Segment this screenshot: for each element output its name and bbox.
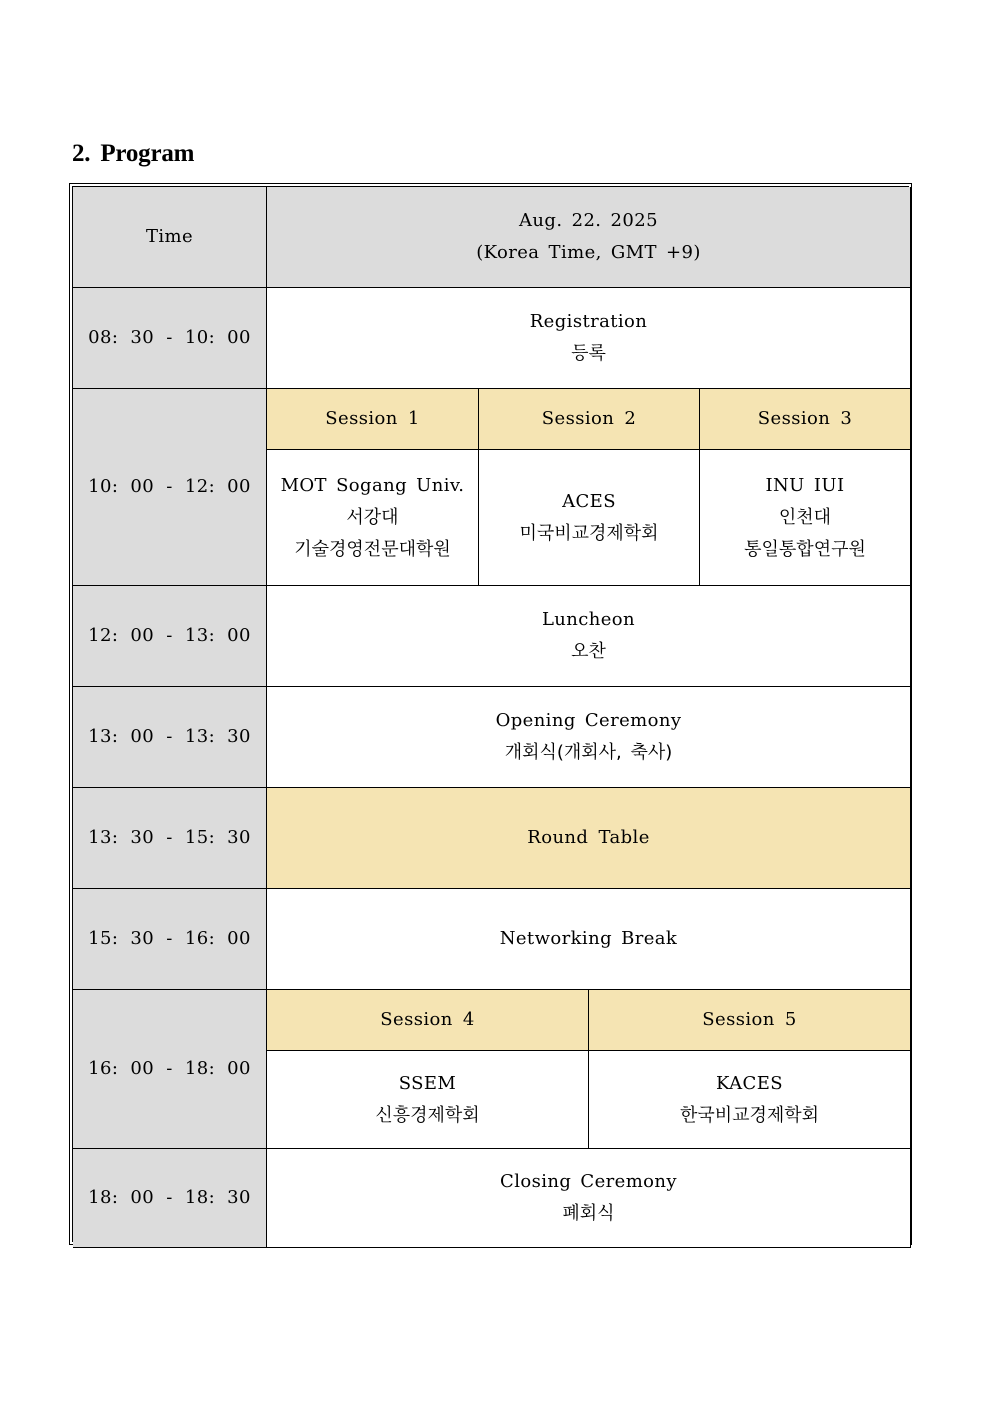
- timezone-label: (Korea Time, GMT +9): [476, 242, 701, 263]
- time-cell-registration: [73, 288, 267, 389]
- time-cell-luncheon: [73, 586, 267, 687]
- luncheon-cell: [267, 586, 911, 687]
- event-title: Networking Break: [499, 928, 678, 949]
- host-name: MOT Sogang Univ.: [280, 474, 465, 496]
- section-number: 2.: [72, 140, 91, 167]
- time-cell-roundtable: [73, 788, 267, 889]
- session-1-body: [267, 450, 479, 586]
- session-label: Session 2: [541, 408, 637, 429]
- opening-cell: [267, 687, 911, 788]
- time-header-label: Time: [145, 226, 194, 247]
- time-header: [73, 187, 267, 288]
- session-5-body: [589, 1051, 911, 1149]
- host-name: KACES: [716, 1072, 783, 1094]
- session-label: Session 1: [325, 408, 420, 429]
- event-title: Luncheon: [541, 609, 636, 630]
- host-name-ko: 서강대: [346, 506, 399, 528]
- time-text: 08: 30 - 10: 00: [88, 327, 251, 348]
- time-text: 13: 00 - 13: 30: [88, 726, 251, 747]
- time-cell-sessions-a: [73, 389, 267, 586]
- host-name-ko: 미국비교경제학회: [519, 522, 659, 544]
- networking-cell: [267, 889, 911, 990]
- roundtable-cell: [267, 788, 911, 889]
- date-label: Aug. 22. 2025: [519, 210, 658, 231]
- time-cell-networking: [73, 889, 267, 990]
- section-title: Program: [100, 140, 195, 167]
- time-text: 12: 00 - 13: 00: [88, 625, 251, 646]
- event-title-ko: 오찬: [571, 641, 606, 662]
- event-title: Registration: [529, 311, 648, 332]
- host-name-ko: 인천대: [778, 506, 832, 528]
- session-2-header: [479, 389, 700, 450]
- session-5-header: [589, 990, 911, 1051]
- section-heading: [72, 140, 194, 168]
- time-cell-opening: [73, 687, 267, 788]
- event-title: Round Table: [527, 827, 650, 848]
- program-table: [69, 183, 912, 1245]
- session-4-header: [267, 990, 589, 1051]
- session-label: Session 5: [702, 1009, 797, 1030]
- event-title-ko: 개회식(개회사, 축사): [504, 742, 673, 763]
- time-cell-sessions-b: [73, 990, 267, 1149]
- date-header: [267, 187, 911, 288]
- session-4-body: [267, 1051, 589, 1149]
- host-dept-ko: 기술경영전문대학원: [294, 538, 451, 560]
- session-3-header: [700, 389, 911, 450]
- session-label: Session 4: [380, 1009, 475, 1030]
- session-3-body: [700, 450, 911, 586]
- session-1-header: [267, 389, 479, 450]
- event-title-ko: 폐회식: [562, 1203, 615, 1224]
- event-title: Closing Ceremony: [500, 1171, 677, 1192]
- host-name: SSEM: [398, 1072, 457, 1094]
- host-name: ACES: [562, 490, 616, 512]
- host-dept-ko: 통일통합연구원: [744, 538, 866, 560]
- event-title-ko: 등록: [571, 343, 606, 364]
- time-text: 16: 00 - 18: 00: [88, 1058, 251, 1079]
- time-text: 18: 00 - 18: 30: [88, 1187, 251, 1208]
- closing-cell: [267, 1149, 911, 1248]
- host-name-ko: 한국비교경제학회: [679, 1104, 820, 1126]
- time-cell-closing: [73, 1149, 267, 1248]
- session-2-body: [479, 450, 700, 586]
- host-name: INU IUI: [765, 474, 845, 496]
- time-text: 10: 00 - 12: 00: [88, 476, 251, 497]
- time-text: 13: 30 - 15: 30: [88, 827, 251, 848]
- event-title: Opening Ceremony: [495, 710, 682, 731]
- registration-cell: [267, 288, 911, 389]
- session-label: Session 3: [757, 408, 853, 429]
- time-text: 15: 30 - 16: 00: [88, 928, 251, 949]
- host-name-ko: 신흥경제학회: [375, 1104, 480, 1126]
